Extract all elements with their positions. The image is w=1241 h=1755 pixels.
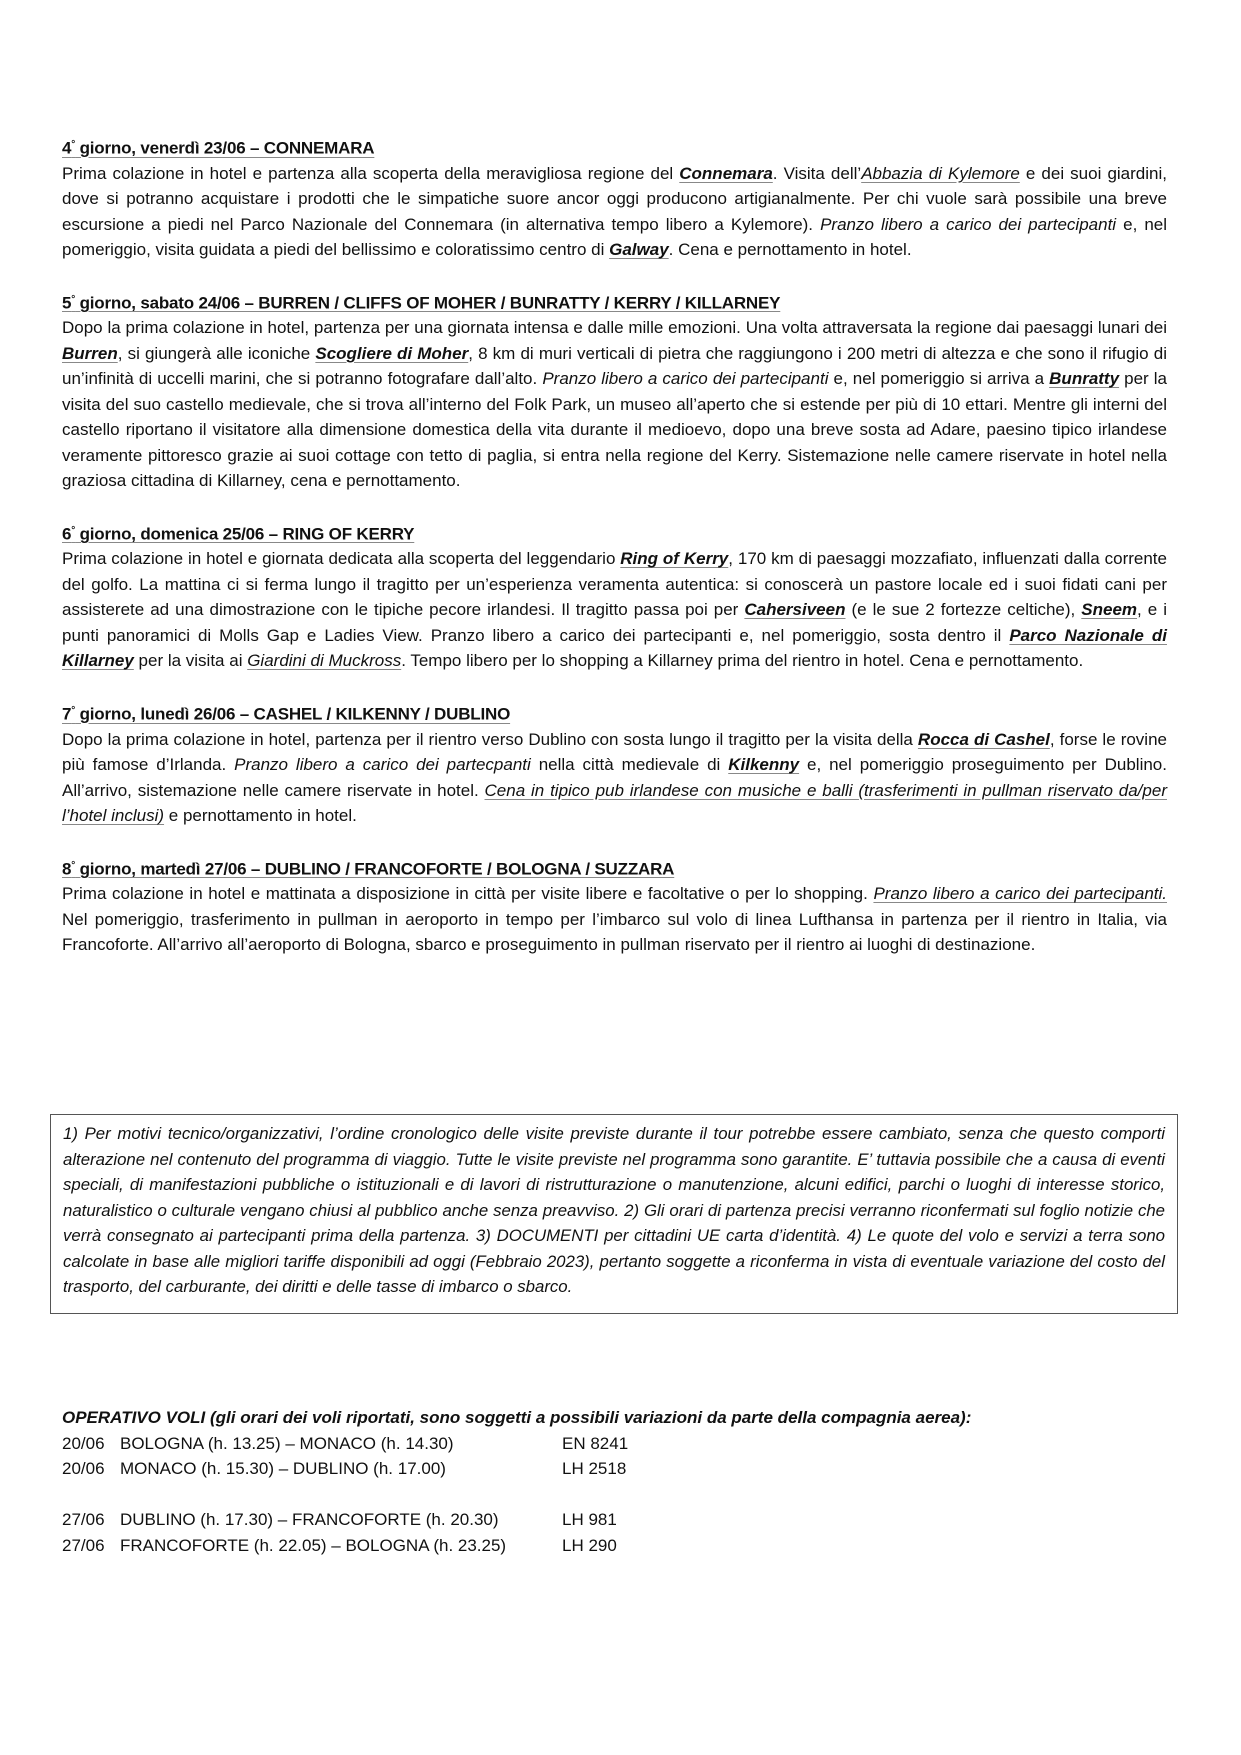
- day-6: [62, 518, 1167, 674]
- day-heading: giorno, venerdì 23/06 – CONNEMARA: [75, 138, 375, 158]
- day-number: 7: [62, 704, 72, 724]
- day-heading: giorno, sabato 24/06 – BURREN / CLIFFS OF MOHER / BUNRATTY / KERRY / KILLARNEY: [75, 293, 781, 313]
- text-run: nella città medievale di: [530, 755, 729, 775]
- italic-note: Pranzo libero a carico dei partecpanti: [234, 755, 531, 775]
- text-run: per la visita del suo castello medievale, che si trova all’interno del Folk Park, un museo all’aperto che si estende per più di 10 ettari. Mentre gli interni del castello riportano il visitatore alla dimensione domestica della vita durante il medioevo, dopo una breve sosta ad Adare, paesino tipico irlandese veramente pittoresco grazie ai suoi cottage con tetto di paglia, si entra nella regione del Kerry. Sistemazione nelle camere riservate in hotel nella graziosa cittadina di Killarney, cena e pernottamento.: [62, 369, 1167, 491]
- flight-schedule: [62, 1405, 1167, 1558]
- text-run: Prima colazione in hotel e giornata dedicata alla scoperta del leggendario: [62, 549, 621, 569]
- underlined-note: Pranzo libero a carico dei partecipanti.: [873, 884, 1167, 904]
- text-run: Dopo la prima colazione in hotel, partenza per una giornata intensa e dalle mille emozioni. Una volta attraversata la regione dai paesaggi lunari dei: [62, 318, 1167, 338]
- place-name: Sneem: [1081, 600, 1138, 620]
- day-5: [62, 287, 1167, 494]
- day-number: 6: [62, 524, 72, 544]
- underlined-note: Giardini di Muckross: [247, 651, 402, 671]
- text-run: Prima colazione in hotel e partenza alla scoperta della meravigliosa regione del: [62, 163, 680, 183]
- flight-row: [62, 1507, 1167, 1533]
- day-number: 5: [62, 293, 72, 313]
- itinerary: [62, 132, 1167, 982]
- place-name: Ring of Kerry: [620, 549, 729, 569]
- place-name: Connemara: [679, 163, 773, 183]
- flights-title: OPERATIVO VOLI (gli orari dei voli riportati, sono soggetti a possibili variazioni da parte della compagnia aerea):: [62, 1408, 972, 1427]
- notes-text: 1) Per motivi tecnico/organizzativi, l’ordine cronologico delle visite previste durante il tour potrebbe essere cambiato, senza che questo comporti alterazione nel contenuto del programma di viaggio. Tutte le visite previste nel programma sono garantite. E’ tuttavia possibile che a causa di eventi speciali, di manifestazioni pubbliche o istituzionali e di lavori di ristrutturazione o manutenzione, alcuni edifici, parchi o luoghi di interesse storico, naturalistico o culturale vengano chiusi al pubblico anche senza preavviso. 2) Gli orari di partenza precisi verranno riconfermati sul foglio notizie che verrà consegnato ai partecipanti prima della partenza. 3) DOCUMENTI per cittadini UE carta d’identità. 4) Le quote del volo e servizi a terra sono calcolate in base alle migliori tariffe disponibili ad oggi (Febbraio 2023), pertanto soggette a riconferma in vista di eventuale variazione del costo del trasporto, del carburante, dei diritti e delle tasse di imbarco o sbarco.: [63, 1124, 1165, 1296]
- flight-route: FRANCOFORTE (h. 22.05) – BOLOGNA (h. 23.25): [120, 1535, 507, 1555]
- place-name: Cahersiveen: [744, 600, 846, 620]
- text-run: e, nel pomeriggio proseguimento per Dublino. All’arrivo, sistemazione nelle camere riservate in hotel.: [62, 755, 1167, 800]
- day-7: [62, 698, 1167, 829]
- text-run: , e i punti panoramici di Molls Gap e Ladies View. Pranzo libero a carico dei partecipanti e, nel pomeriggio, sosta dentro il: [62, 600, 1168, 645]
- underlined-note: Abbazia di Kylemore: [861, 163, 1020, 183]
- day-4: [62, 132, 1167, 263]
- day-number: 8: [62, 859, 72, 879]
- text-run: e, nel pomeriggio, visita guidata a piedi del bellissimo e coloratissimo centro di: [62, 214, 1168, 260]
- place-name: Galway: [609, 240, 669, 260]
- place-name: Bunratty: [1049, 369, 1120, 389]
- day-description: [62, 315, 1167, 494]
- underlined-note: Cena in tipico pub irlandese con musiche e balli (trasferimenti in pullman riservato da/per l’hotel inclusi): [62, 780, 1167, 826]
- text-run: . Tempo libero per lo shopping a Killarney prima del rientro in hotel. Cena e pernottamento.: [401, 651, 1084, 671]
- text-run: , forse le rovine più famose d’Irlanda.: [62, 729, 1167, 775]
- notes-box: [50, 1114, 1178, 1314]
- day-title: [62, 853, 1167, 882]
- day-8: [62, 853, 1167, 958]
- day-title: [62, 698, 1167, 727]
- day-heading: giorno, martedì 27/06 – DUBLINO / FRANCOFORTE / BOLOGNA / SUZZARA: [75, 859, 675, 879]
- degree-mark: °: [71, 524, 76, 536]
- place-name: Kilkenny: [728, 755, 800, 775]
- flight-date: 27/06: [62, 1510, 105, 1529]
- day-title: [62, 132, 1167, 161]
- place-name: Parco Nazionale di Killarney: [62, 625, 1167, 671]
- text-run: . Cena e pernottamento in hotel.: [668, 240, 912, 260]
- text-run: , 170 km di paesaggi mozzafiato, influenzati dalla corrente del golfo. La mattina ci si ferma lungo il tragitto per un’esperienza veramenta autentica: si conoscerà un pastore locale ed i suoi fidati cani per assisterete ad una dimostrazione con le tipiche pecore irlandesi. Il tragitto passa poi per: [62, 549, 1167, 620]
- italic-note: Pranzo libero a carico dei partecipanti: [820, 214, 1117, 234]
- day-description: [62, 727, 1167, 829]
- text-run: Dopo la prima colazione in hotel, partenza per il rientro verso Dublino con sosta lungo il tragitto per la visita della: [62, 729, 918, 749]
- day-description: [62, 881, 1167, 958]
- place-name: Rocca di Cashel: [917, 729, 1050, 749]
- day-description: [62, 546, 1167, 674]
- degree-mark: °: [71, 859, 76, 871]
- day-heading: giorno, domenica 25/06 – RING OF KERRY: [75, 524, 415, 544]
- text-run: (e le sue 2 fortezze celtiche),: [845, 600, 1082, 620]
- flight-route: MONACO (h. 15.30) – DUBLINO (h. 17.00): [120, 1459, 446, 1478]
- degree-mark: °: [71, 293, 76, 305]
- text-run: Prima colazione in hotel e mattinata a disposizione in città per visite libere e facoltative o per lo shopping.: [62, 884, 874, 904]
- text-run: e dei suoi giardini, dove si potranno acquistare i prodotti che le simpatiche suore ancor oggi producono artigianalmente. Per chi vuole sarà possibile una breve escursione a piedi nel Parco Nazionale del Connemara (in alternativa tempo libero a Kylemore).: [62, 163, 1167, 234]
- flight-code: LH 981: [562, 1510, 617, 1529]
- text-run: e, nel pomeriggio si arriva a: [828, 369, 1050, 389]
- degree-mark: °: [71, 139, 76, 150]
- flight-code: LH 290: [562, 1535, 617, 1555]
- day-description: [62, 161, 1167, 263]
- day-title: [62, 518, 1167, 547]
- flight-row: [62, 1533, 1167, 1559]
- flight-route: DUBLINO (h. 17.30) – FRANCOFORTE (h. 20.30): [120, 1510, 499, 1529]
- flight-route: BOLOGNA (h. 13.25) – MONACO (h. 14.30): [120, 1433, 454, 1453]
- flight-date: 20/06: [62, 1433, 105, 1453]
- flight-code: EN 8241: [562, 1433, 629, 1453]
- day-number: 4: [62, 138, 72, 158]
- text-run: per la visita ai: [133, 651, 248, 671]
- degree-mark: °: [71, 704, 76, 716]
- flight-date: 27/06: [62, 1535, 105, 1555]
- text-run: Nel pomeriggio, trasferimento in pullman in aeroporto in tempo per l’imbarco sul volo di linea Lufthansa in partenza per il rientro in Italia, via Francoforte. All’arrivo all’aeroporto di Bologna, sbarco e proseguimento in pullman riservato per il rientro ai luoghi di destinazione.: [62, 909, 1167, 955]
- flight-date: 20/06: [62, 1459, 105, 1478]
- text-run: , 8 km di muri verticali di pietra che raggiungono i 200 metri di altezza e che sono il rifugio di un’infinità di uccelli marini, che si potranno fotografare dall’alto.: [62, 343, 1167, 389]
- text-run: . Visita dell’: [772, 163, 862, 183]
- text-run: e pernottamento in hotel.: [164, 806, 357, 826]
- place-name: Burren: [62, 343, 118, 363]
- text-run: , si giungerà alle iconiche: [117, 343, 316, 363]
- flight-row: [62, 1456, 1167, 1482]
- flight-code: LH 2518: [562, 1459, 627, 1478]
- spacer: [62, 1482, 1167, 1508]
- day-heading: giorno, lunedì 26/06 – CASHEL / KILKENNY / DUBLINO: [75, 704, 511, 724]
- place-name: Scogliere di Moher: [315, 343, 469, 363]
- flight-row: [62, 1431, 1167, 1457]
- italic-note: Pranzo libero a carico dei partecipanti: [542, 369, 829, 389]
- day-title: [62, 287, 1167, 316]
